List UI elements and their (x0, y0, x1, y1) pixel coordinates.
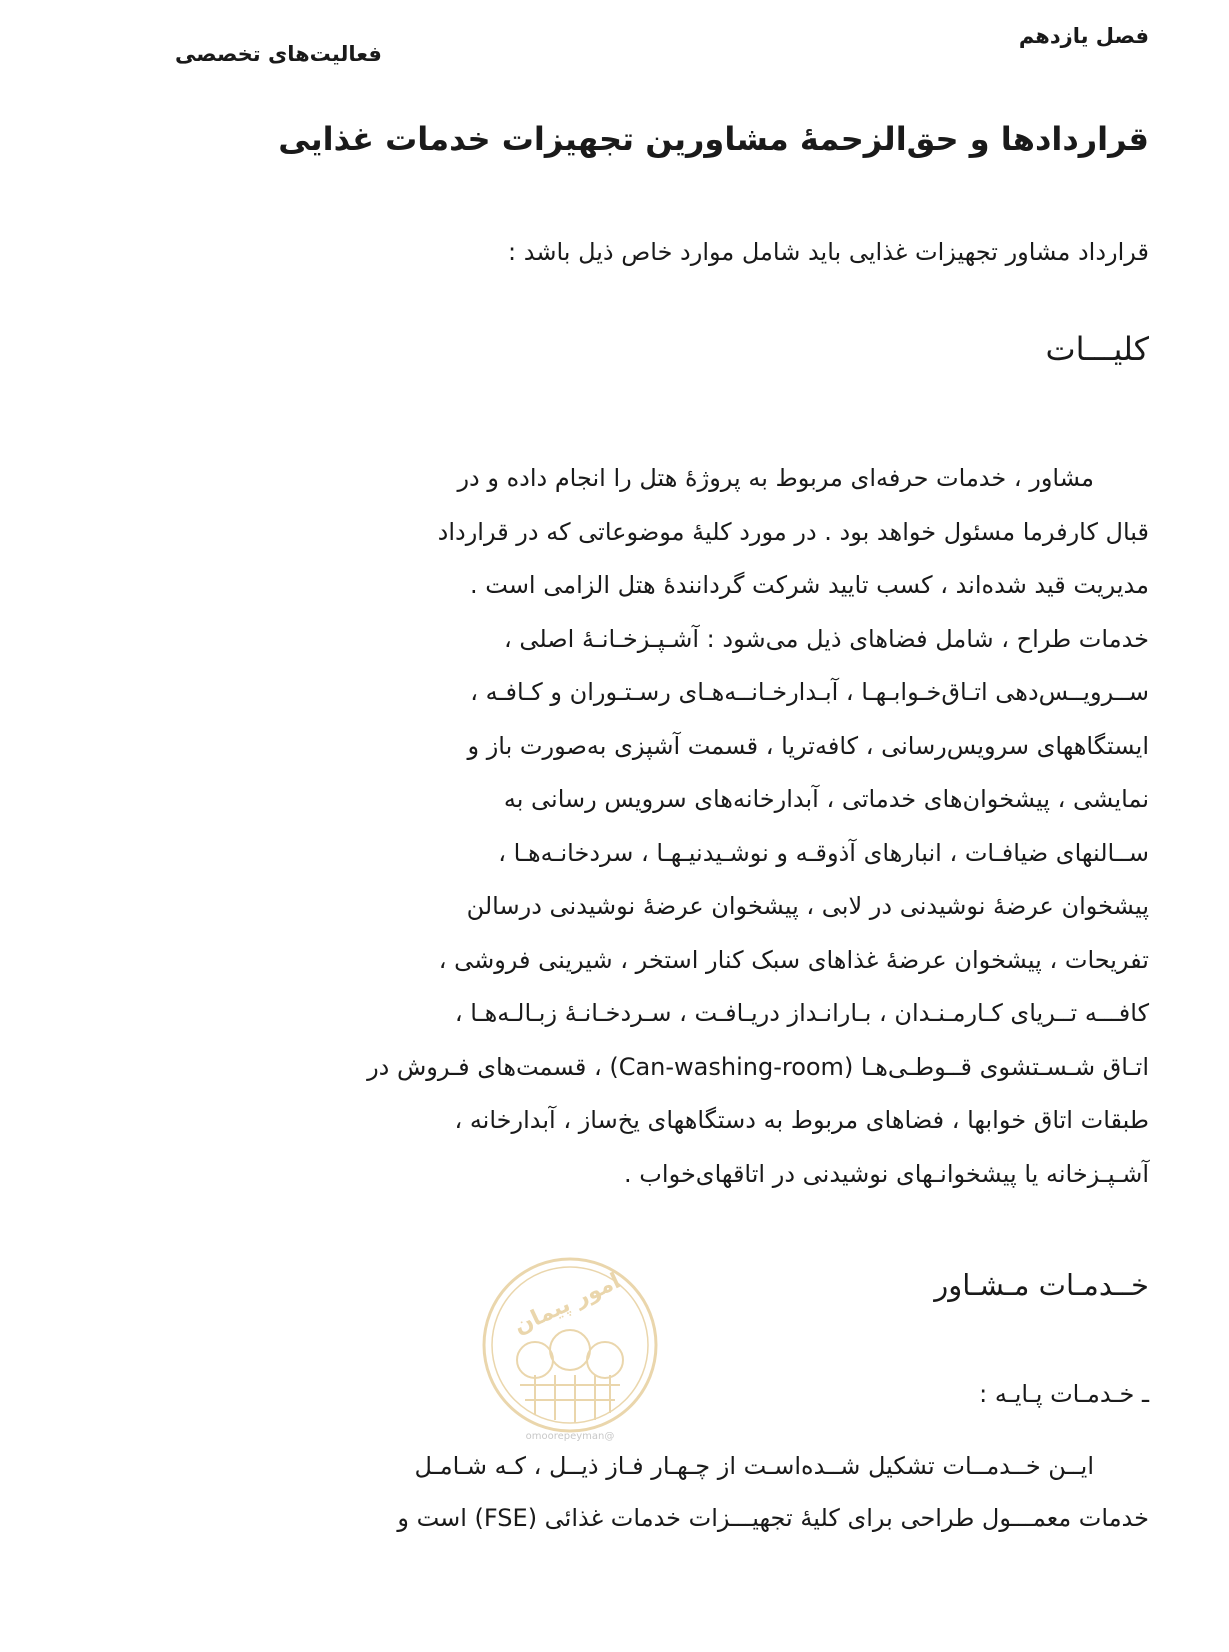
body-line: نمایشی ، پیشخوان‌های خدماتی ، آبدارخانه‌های سرویس رسانی به (503, 785, 1149, 813)
body-paragraph (204, 452, 1149, 1201)
body-line: تفریحات ، پیشخوان عرضهٔ غذاهای سبک کنار استخر ، شیرینی فروشی ، (438, 945, 1149, 974)
tail-paragraph (204, 1440, 1149, 1544)
body-line: اتـاق شـسـتشوی قــوطـی‌هـا (Can-washing-room) ، قسمت‌های فـروش در (367, 1052, 1149, 1081)
body-line: ایستگاههای سرویس‌رسانی ، کافه‌تریا ، قسمت آشپزی به‌صورت باز و (467, 731, 1149, 760)
body-line: طبقات اتاق خوابها ، فضاهای مربوط به دستگاههای یخ‌ساز ، آبدارخانه ، (454, 1106, 1149, 1134)
body-line: ســالنهای ضیافـات ، انبارهای آذوقـه و نوشـیدنیـهـا ، سردخانـه‌هـا ، (498, 838, 1149, 867)
body-line: خدمات طراح ، شامل فضاهای ذیل می‌شود : آشـپـزخـانـهٔ اصلی ، (503, 624, 1149, 653)
tail-line: ایــن خــدمــات تشکیل شــده‌اسـت از چـهـار فـاز ذیــل ، کـه شـامـل (414, 1452, 1094, 1480)
body-line: کافـــه تــریای کـارمـنـدان ، بـارانـداز دریـافـت ، سـردخـانـهٔ زبـالـه‌هـا ، (454, 999, 1149, 1027)
body-line: پیشخوان عرضهٔ نوشیدنی در لابی ، پیشخوان عرضهٔ نوشیدنی درسالن (466, 892, 1149, 920)
body-line: قبال کارفرما مسئول خواهد بود . در مورد کلیهٔ موضوعاتی که در قرارداد (437, 517, 1149, 546)
heading-general: کلیـــات (1045, 330, 1149, 368)
heading-consultant-services: خــدمـات مـشـاور (934, 1268, 1149, 1302)
body-line: ســرویــس‌دهی اتـاق‌خـوابـهـا ، آبـدارخـانــه‌هـای رسـتـوران و کـافـه ، (470, 678, 1149, 706)
chapter-label: فصل یازدهم (1018, 24, 1149, 48)
body-line: مدیریت قید شده‌اند ، کسب تایید شرکت گردانندهٔ هتل الزامی است . (470, 571, 1149, 599)
tail-line: خدمات معمـــول طراحی برای کلیهٔ تجهیـــزات خدمات غذائی (FSE) است و (397, 1504, 1149, 1532)
sub-heading-basic-services: ـ خـدمـات پـایـه : (979, 1380, 1149, 1408)
body-line: مشاور ، خدمات حرفه‌ای مربوط به پروژهٔ هتل را انجام داده و در (457, 464, 1094, 492)
stamp-logo (480, 1255, 660, 1442)
body-line: آشـپـزخانه یا پیشخوانـهای نوشیدنی در اتاقهای‌خواب . (624, 1159, 1149, 1188)
section-label: فعالیت‌های تخصصی (175, 42, 382, 66)
stamp-watermark: @omoorepeyman (525, 1431, 615, 1442)
page-title: قراردادها و حق‌الزحمهٔ مشاورین تجهیزات خدمات غذایی (278, 120, 1149, 158)
intro-line: قرارداد مشاور تجهیزات غذایی باید شامل موارد خاص ذیل باشد : (508, 238, 1149, 266)
stamp-text: امور پیمان (510, 1268, 625, 1340)
